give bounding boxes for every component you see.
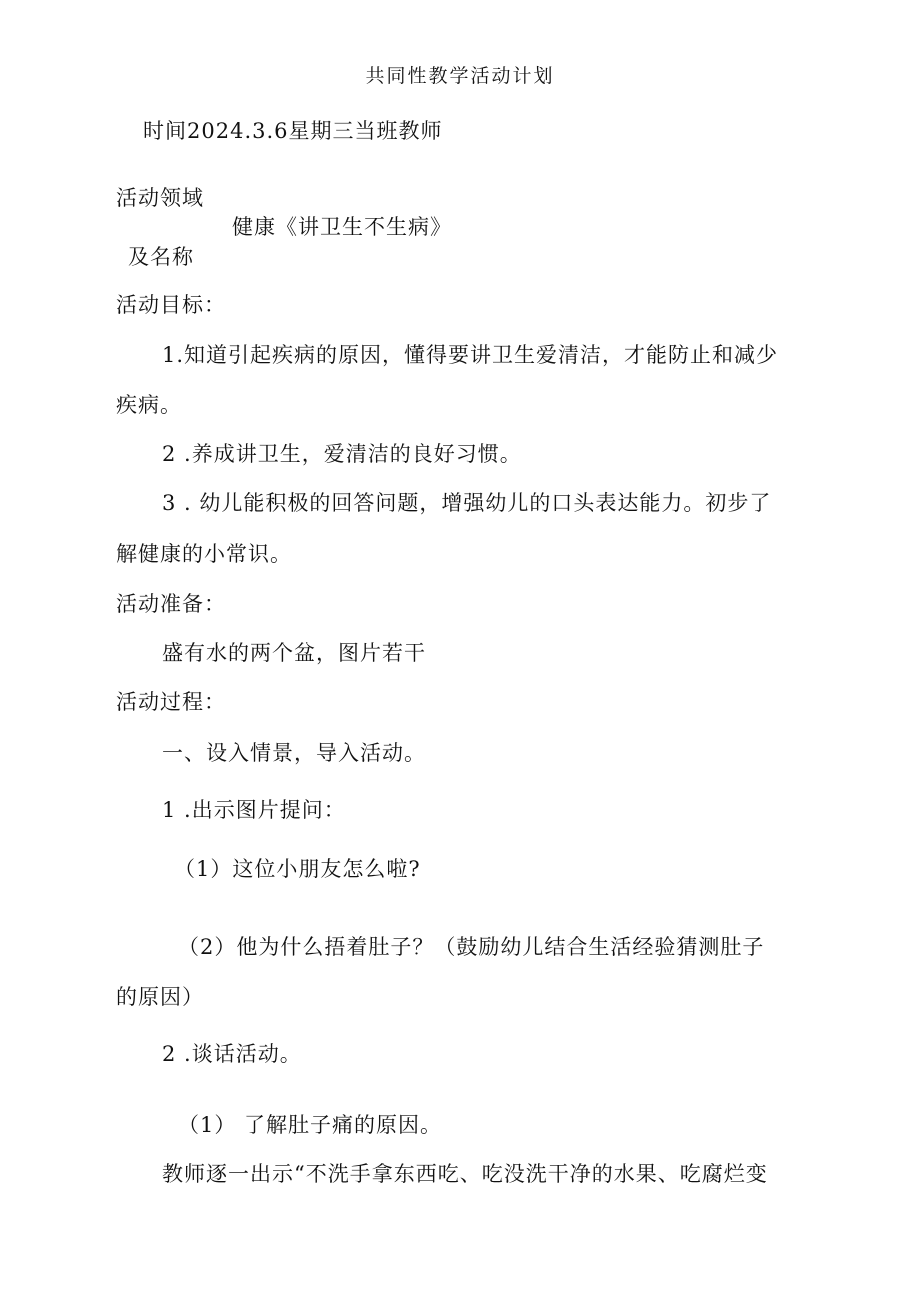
meta-line: 时间2024.3.6星期三当班教师 (143, 119, 443, 143)
question-2-line2: 的原因） (116, 985, 204, 1009)
step-2: 2 .谈话活动。 (162, 1042, 302, 1066)
question-2-line1: （2）他为什么捂着肚子？（鼓励幼儿结合生活经验猜测肚子 (178, 935, 765, 959)
subsection-1: （1） 了解肚子痛的原因。 (178, 1113, 443, 1137)
goal-2: 2 .养成讲卫生，爱清洁的良好习惯。 (162, 442, 522, 466)
goals-heading: 活动目标： (116, 293, 226, 317)
section-1: 一、设入情景，导入活动。 (162, 741, 426, 765)
question-1: （1）这位小朋友怎么啦? (174, 857, 421, 881)
prep-text: 盛有水的两个盆，图片若干 (162, 641, 426, 665)
domain-value: 健康《讲卫生不生病》 (232, 215, 452, 239)
domain-label-line1: 活动领域 (116, 186, 204, 210)
goal-1-line1: 1.知道引起疾病的原因，懂得要讲卫生爱清洁，才能防止和减少 (162, 343, 779, 367)
prep-heading: 活动准备： (116, 592, 226, 616)
goal-3-line2: 解健康的小常识。 (116, 542, 292, 566)
last-line: 教师逐一出示“不洗手拿东西吃、吃没洗干净的水果、吃腐烂变 (162, 1162, 768, 1186)
domain-label-line2: 及名称 (128, 245, 194, 269)
goal-1-line2: 疾病。 (116, 393, 182, 417)
step-1: 1 .出示图片提问： (162, 798, 346, 822)
process-heading: 活动过程： (116, 690, 226, 714)
goal-3-line1: 3 . 幼儿能积极的回答问题，增强幼儿的口头表达能力。初步了 (162, 491, 772, 515)
document-title: 共同性教学活动计划 (365, 65, 555, 87)
